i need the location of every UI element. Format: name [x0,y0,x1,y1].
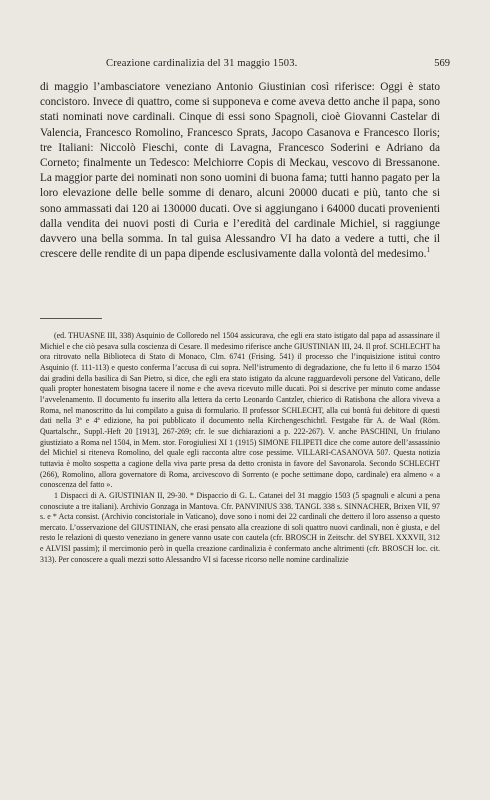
main-text [40,80,440,262]
main-paragraph-text: di maggio l’ambasciatore veneziano Antonio Giustinian così riferisce: Oggi è stato concistoro. Invece di quattro, come si supponeva e come aveva detto anche il papa, sono stati nominati nove cardinali. Cinque di essi sono Spagnoli, cioè Giovanni Castelar di Valencia, Francesco Romolino, Francesco Sprats, Jacopo Casanova e Francesco Iloris; tre Italiani: Niccolò Fieschi, conte di Lavagna, Francesco Soderini e Adriano da Corneto; finalmente un Tedesco: Melchiorre Copis di Meckau, vescovo di Bressanone. La maggior parte dei nominati non sono uomini di buona fama; tutti hanno pagato per la loro elevazione delle belle somme di denaro, alcuni 20000 ducati e più, tanto che si sono ammassati dai 120 ai 130000 ducati. Ove si aggiungano i 64000 ducati provenienti dalla vendita dei nuovi posti di Curia e l’eredità del cardinale Michiel, si raggiunge davvero una bella somma. In tal guisa Alessandro VI ha dato a vedere a tutti, che il crescere delle rendite di un papa dipende esclusivamente dalla volontà del medesimo. [40,81,440,261]
footnote-continued: (ed. THUASNE III, 338) Asquinio de Colloredo nel 1504 assicurava, che egli era stato istigato dal papa ad assassinare il Michiel e che ciò pesava sulla coscienza di Cesare. Il medesimo riferisce anche GIUSTINIAN III, 24. Il prof. SCHLECHT ha ora ritrovato nella Biblioteca di Stato di Monaco, Clm. 6741 (Frising. 541) il processo che l’inquisizione istituì contro Asquinio (f. 111-113) e questo conferma l’accusa di cui sopra. Nell’istrumento di degradazione, che fu letto il 6 marzo 1504 dai gradini della basilica di San Pietro, si dice, che egli era stato istigato da alcune ragguardevoli persone del Vaticano, delle quali propter honestatem bisogna tacere il nome e che aveva ricevuto mille ducati. Poi si descrive per minuto come andasse l’avvelenamento. Il documento fu inserito alla lettera da certo Leonardo Cantzler, chierico di Ratisbona che allora viveva a Roma, nel manoscritto da lui compilato a guisa di formulario. Il professor SCHLECHT, alla cui bontà fui debitore di questi dati nella 3ª e 4ª edizione, ha poi pubblicato il documento nella Kirchengeschichtl. Festgabe für A. de Waal (Röm. Quartalschr., Suppl.-Heft 20 [1913], 267-269; cfr. le sue dichiarazioni a p. 222-267). V. anche PASCHINI, Un friulano giustiziato a Roma nel 1504, in Mem. stor. Forogiuliesi XI 1 (1915) SIMONE FILIPETI dice che come autore dell’assassinio del Michiel si riteneva Romolino, del quale egli racconta altre cose pessime. VILLARI-CASANOVA 507. Questa notizia tuttavia è molto sospetta a cagione della viva parte presa da detto cronista in favore del Savonarola. Secondo SCHLECHT (266), Romolino, allora governatore di Roma, arcivescovo di Sorrento (e poche settimane dopo, cardinale) era almeno « a conoscenza del fatto ». [40,331,440,490]
footnote-marker: 1 [426,246,430,255]
main-paragraph [40,80,440,262]
page-header [40,58,450,72]
running-title: Creazione cardinalizia del 31 maggio 1503. [106,58,298,69]
footnotes [40,331,440,565]
footnote-rule [40,318,102,319]
footnote-1: 1 Dispacci di A. GIUSTINIAN II, 29-30. * Dispaccio di G. L. Catanei del 31 maggio 1503 (5 spagnuli e alcuni a pena conosciute a tre italiani). Archivio Gonzaga in Mantova. Cfr. PANVINIUS 338. TANGL 338 s. SINNACHER, Brixen VII, 97 s. e * Acta consist. (Archivio concistoriale in Vaticano), dove sono i nomi dei 22 cardinali che dettero il loro assenso a questo mercato. L’osservazione del GIUSTINIAN, che erasi pensato alla creazione di soli quattro nuovi cardinali, non è giusta, e del resto le relazioni di questo veneziano in genere vanno usate con cautela (cfr. BROSCH in Zeitschr. del SYBEL XXXVII, 312 e ALVISI passim); il mercimonio però in quella creazione cardinalizia è confermato anche altrimenti (cfr. BROSCH loc. cit. 313). Per conoscere a quali mezzi sotto Alessandro VI si facesse ricorso nelle nomine cardinalizie [40,490,440,564]
page-number: 569 [434,58,450,69]
